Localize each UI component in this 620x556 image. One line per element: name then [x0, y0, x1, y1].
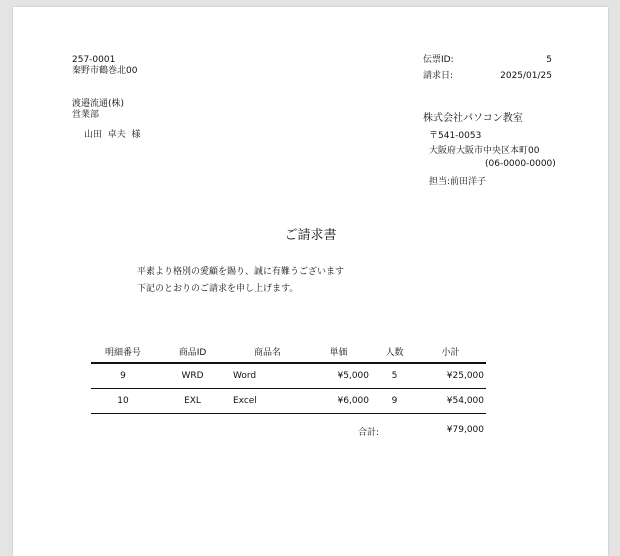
header-product-id: 商品ID: [155, 341, 230, 363]
header-product-name: 商品名: [230, 341, 305, 363]
issuer-contact: 担当:前田洋子: [429, 177, 487, 187]
recipient-company: 渡邉流通(株): [72, 99, 125, 109]
cell-unit-price: ¥6,000: [305, 389, 372, 414]
cell-quantity: 9: [372, 389, 417, 414]
slip-id-value: 5: [546, 55, 552, 65]
recipient-postal: 257-0001: [72, 55, 116, 65]
recipient-address: 秦野市鶴巻北00: [72, 66, 138, 76]
invoice-date-value: 2025/01/25: [500, 71, 552, 81]
cell-product-id: EXL: [155, 389, 230, 414]
cell-product-id: WRD: [155, 363, 230, 389]
greeting-line-2: 下記のとおりのご請求を申し上げます。: [137, 284, 299, 294]
greeting-line-1: 平素より格別の愛顧を賜り、誠に有難うございます: [137, 267, 345, 277]
cell-unit-price: ¥5,000: [305, 363, 372, 389]
header-subtotal: 小計: [417, 341, 486, 363]
recipient-person: 山田 卓夫 様: [84, 130, 141, 140]
issuer-phone: (06-0000-0000): [485, 159, 556, 169]
table-row: [91, 389, 486, 414]
issuer-company: 株式会社パソコン教室: [423, 113, 523, 124]
cell-product-name: Excel: [230, 389, 305, 414]
invoice-items-table: [91, 341, 486, 414]
cell-detail-no: 10: [91, 389, 155, 414]
cell-detail-no: 9: [91, 363, 155, 389]
table-header-row: [91, 341, 486, 363]
total-label: 合計:: [358, 428, 380, 438]
header-unit-price: 単価: [305, 341, 372, 363]
header-detail-no: 明細番号: [91, 341, 155, 363]
issuer-address: 大阪府大阪市中央区本町00: [429, 146, 540, 156]
document-title: ご請求書: [284, 228, 337, 243]
cell-quantity: 5: [372, 363, 417, 389]
total-value: ¥79,000: [446, 425, 484, 435]
invoice-page: [13, 7, 608, 556]
slip-id-label: 伝票ID:: [423, 55, 454, 65]
table-row: [91, 363, 486, 389]
issuer-postal: 〒541-0053: [429, 131, 482, 141]
cell-subtotal: ¥54,000: [417, 389, 486, 414]
header-quantity: 人数: [372, 341, 417, 363]
invoice-date-label: 請求日:: [423, 71, 454, 81]
cell-subtotal: ¥25,000: [417, 363, 486, 389]
recipient-department: 営業部: [72, 110, 100, 120]
cell-product-name: Word: [230, 363, 305, 389]
